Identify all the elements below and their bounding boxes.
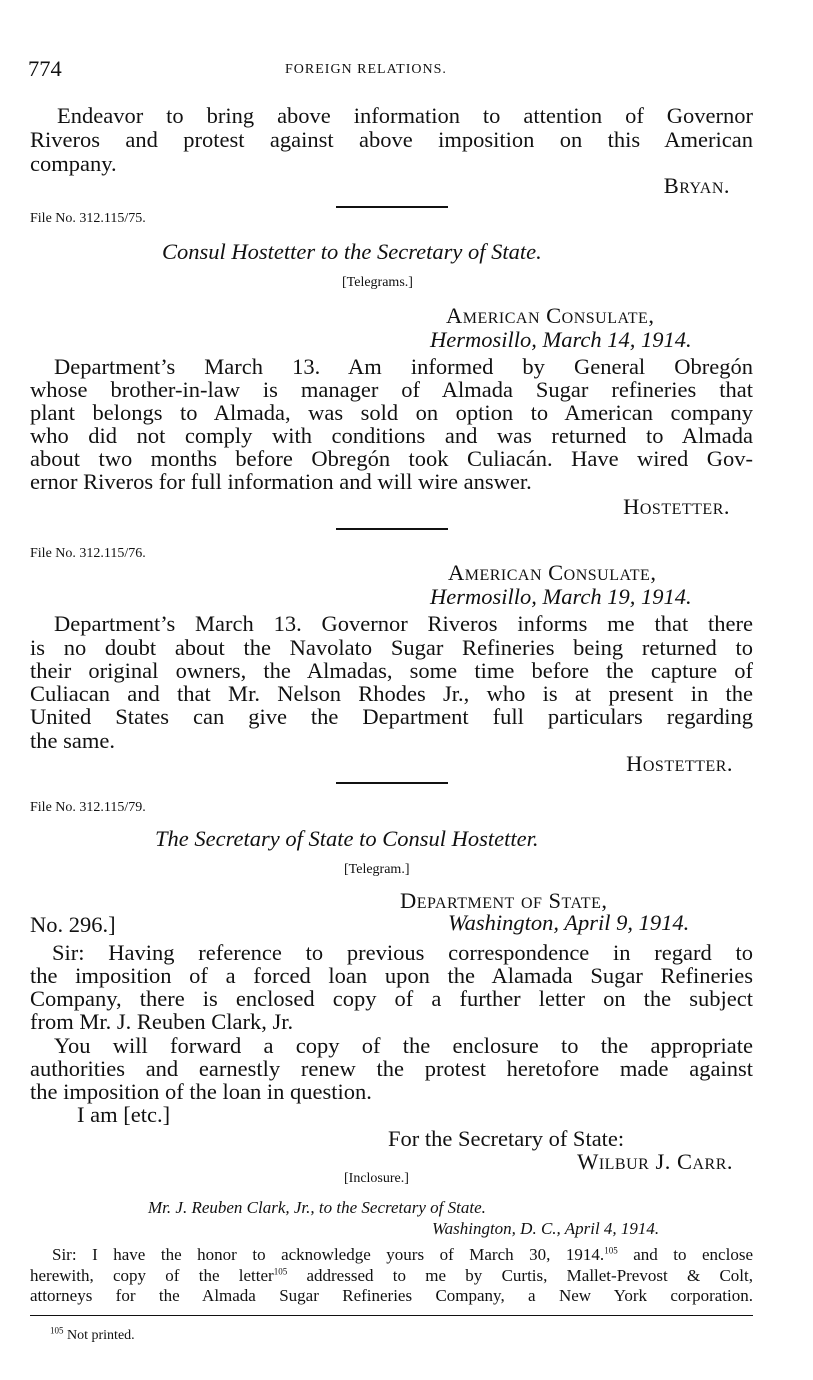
intro-signature: Bryan. [663,173,730,198]
doc1-place: American Consulate, [446,303,655,328]
doc3-sign-for: For the Secretary of State: [388,1126,625,1151]
doc1-kind: [Telegrams.] [342,275,413,290]
doc3-signature: Wilbur J. Carr. [577,1149,733,1174]
page-number: 774 [28,56,62,81]
doc3-closing: I am [etc.] [77,1102,171,1127]
doc3-title: The Secretary of State to Consul Hostetter. [155,826,539,851]
divider-1 [336,206,448,208]
doc2-file-number: File No. 312.115/76. [30,546,146,561]
doc3-para1-line-1: Sir: Having reference to previous correspondence in regard to [52,940,753,965]
doc1-line-5: about two months before Obregón took Culiacán. Have wired Gov- [30,446,753,471]
footnote-ref-1: 105 [604,1245,618,1256]
doc2-place: American Consulate, [448,560,657,585]
doc1-line-2: whose brother-in-law is manager of Almada Sugar refineries that [30,377,753,402]
footnote-ref-2: 105 [273,1266,288,1277]
inclosure-line-1-text-b: and to enclose [617,1245,753,1264]
doc3-para2-line-1: You will forward a copy of the enclosure to the appropriate [54,1033,753,1058]
divider-2 [336,528,448,530]
doc2-line-1: Department’s March 13. Governor Riveros informs me that there [54,611,753,636]
doc3-para1-line-4: from Mr. J. Reuben Clark, Jr. [30,1009,294,1034]
doc1-line-3: plant belongs to Almada, was sold on option to American company [30,400,753,425]
doc3-date: Washington, April 9, 1914. [448,910,690,935]
doc1-line-6: ernor Riveros for full information and will wire answer. [30,469,532,494]
intro-line-1: Endeavor to bring above information to attention of Governor [57,103,753,128]
doc3-para1-line-2: the imposition of a forced loan upon the Alamada Sugar Refineries [30,963,753,988]
doc3-kind: [Telegram.] [344,862,410,877]
footnote-text: Not printed. [67,1328,135,1343]
inclosure-line-1-text: Sir: I have the honor to acknowledge yours of March 30, 1914. [52,1245,605,1264]
doc1-file-number: File No. 312.115/75. [30,211,146,226]
footnote [50,1325,135,1344]
doc2-line-5: United States can give the Department full particulars regarding [30,704,753,729]
inclosure-title: Mr. J. Reuben Clark, Jr., to the Secretary of State. [148,1198,486,1217]
inclosure-line-1 [52,1245,753,1265]
footnote-number: 105 [50,1325,64,1336]
doc1-date: Hermosillo, March 14, 1914. [430,327,692,352]
doc3-para2-line-3: the imposition of the loan in question. [30,1079,372,1104]
running-title: FOREIGN RELATIONS. [285,62,447,77]
doc2-line-6: the same. [30,728,115,753]
divider-3 [336,782,448,784]
intro-line-2: Riveros and protest against above imposition on this American [30,127,753,152]
doc3-para2-line-2: authorities and earnestly renew the protest heretofore made against [30,1056,753,1081]
doc2-signature: Hostetter. [626,751,733,776]
doc2-line-4: Culiacan and that Mr. Nelson Rhodes Jr., who is at present in the [30,681,753,706]
doc3-file-number: File No. 312.115/79. [30,800,146,815]
doc2-line-3: their original owners, the Almadas, some time before the capture of [30,658,753,683]
intro-line-3: company. [30,151,117,176]
doc3-place: Department of State, [400,888,608,913]
inclosure-line-2-text: herewith, copy of the letter [30,1266,274,1285]
doc1-line-4: who did not comply with conditions and was returned to Almada [30,423,753,448]
doc1-line-1: Department’s March 13. Am informed by General Obregón [54,354,753,379]
inclosure-line-3: attorneys for the Almada Sugar Refineries Company, a New York corporation. [30,1286,753,1305]
inclosure-date: Washington, D. C., April 4, 1914. [432,1219,660,1238]
doc2-line-2: is no doubt about the Navolato Sugar Refineries being returned to [30,635,753,660]
inclosure-label: [Inclosure.] [344,1171,409,1186]
doc3-number: No. 296.] [30,912,116,937]
doc1-signature: Hostetter. [623,494,730,519]
footnote-rule [30,1315,753,1316]
doc2-date: Hermosillo, March 19, 1914. [430,584,692,609]
inclosure-line-2-text-b: addressed to me by Curtis, Mallet-Prevost & Colt, [287,1266,753,1285]
doc1-title: Consul Hostetter to the Secretary of State. [162,239,542,264]
inclosure-line-2 [30,1266,753,1286]
doc3-para1-line-3: Company, there is enclosed copy of a further letter on the subject [30,986,753,1011]
